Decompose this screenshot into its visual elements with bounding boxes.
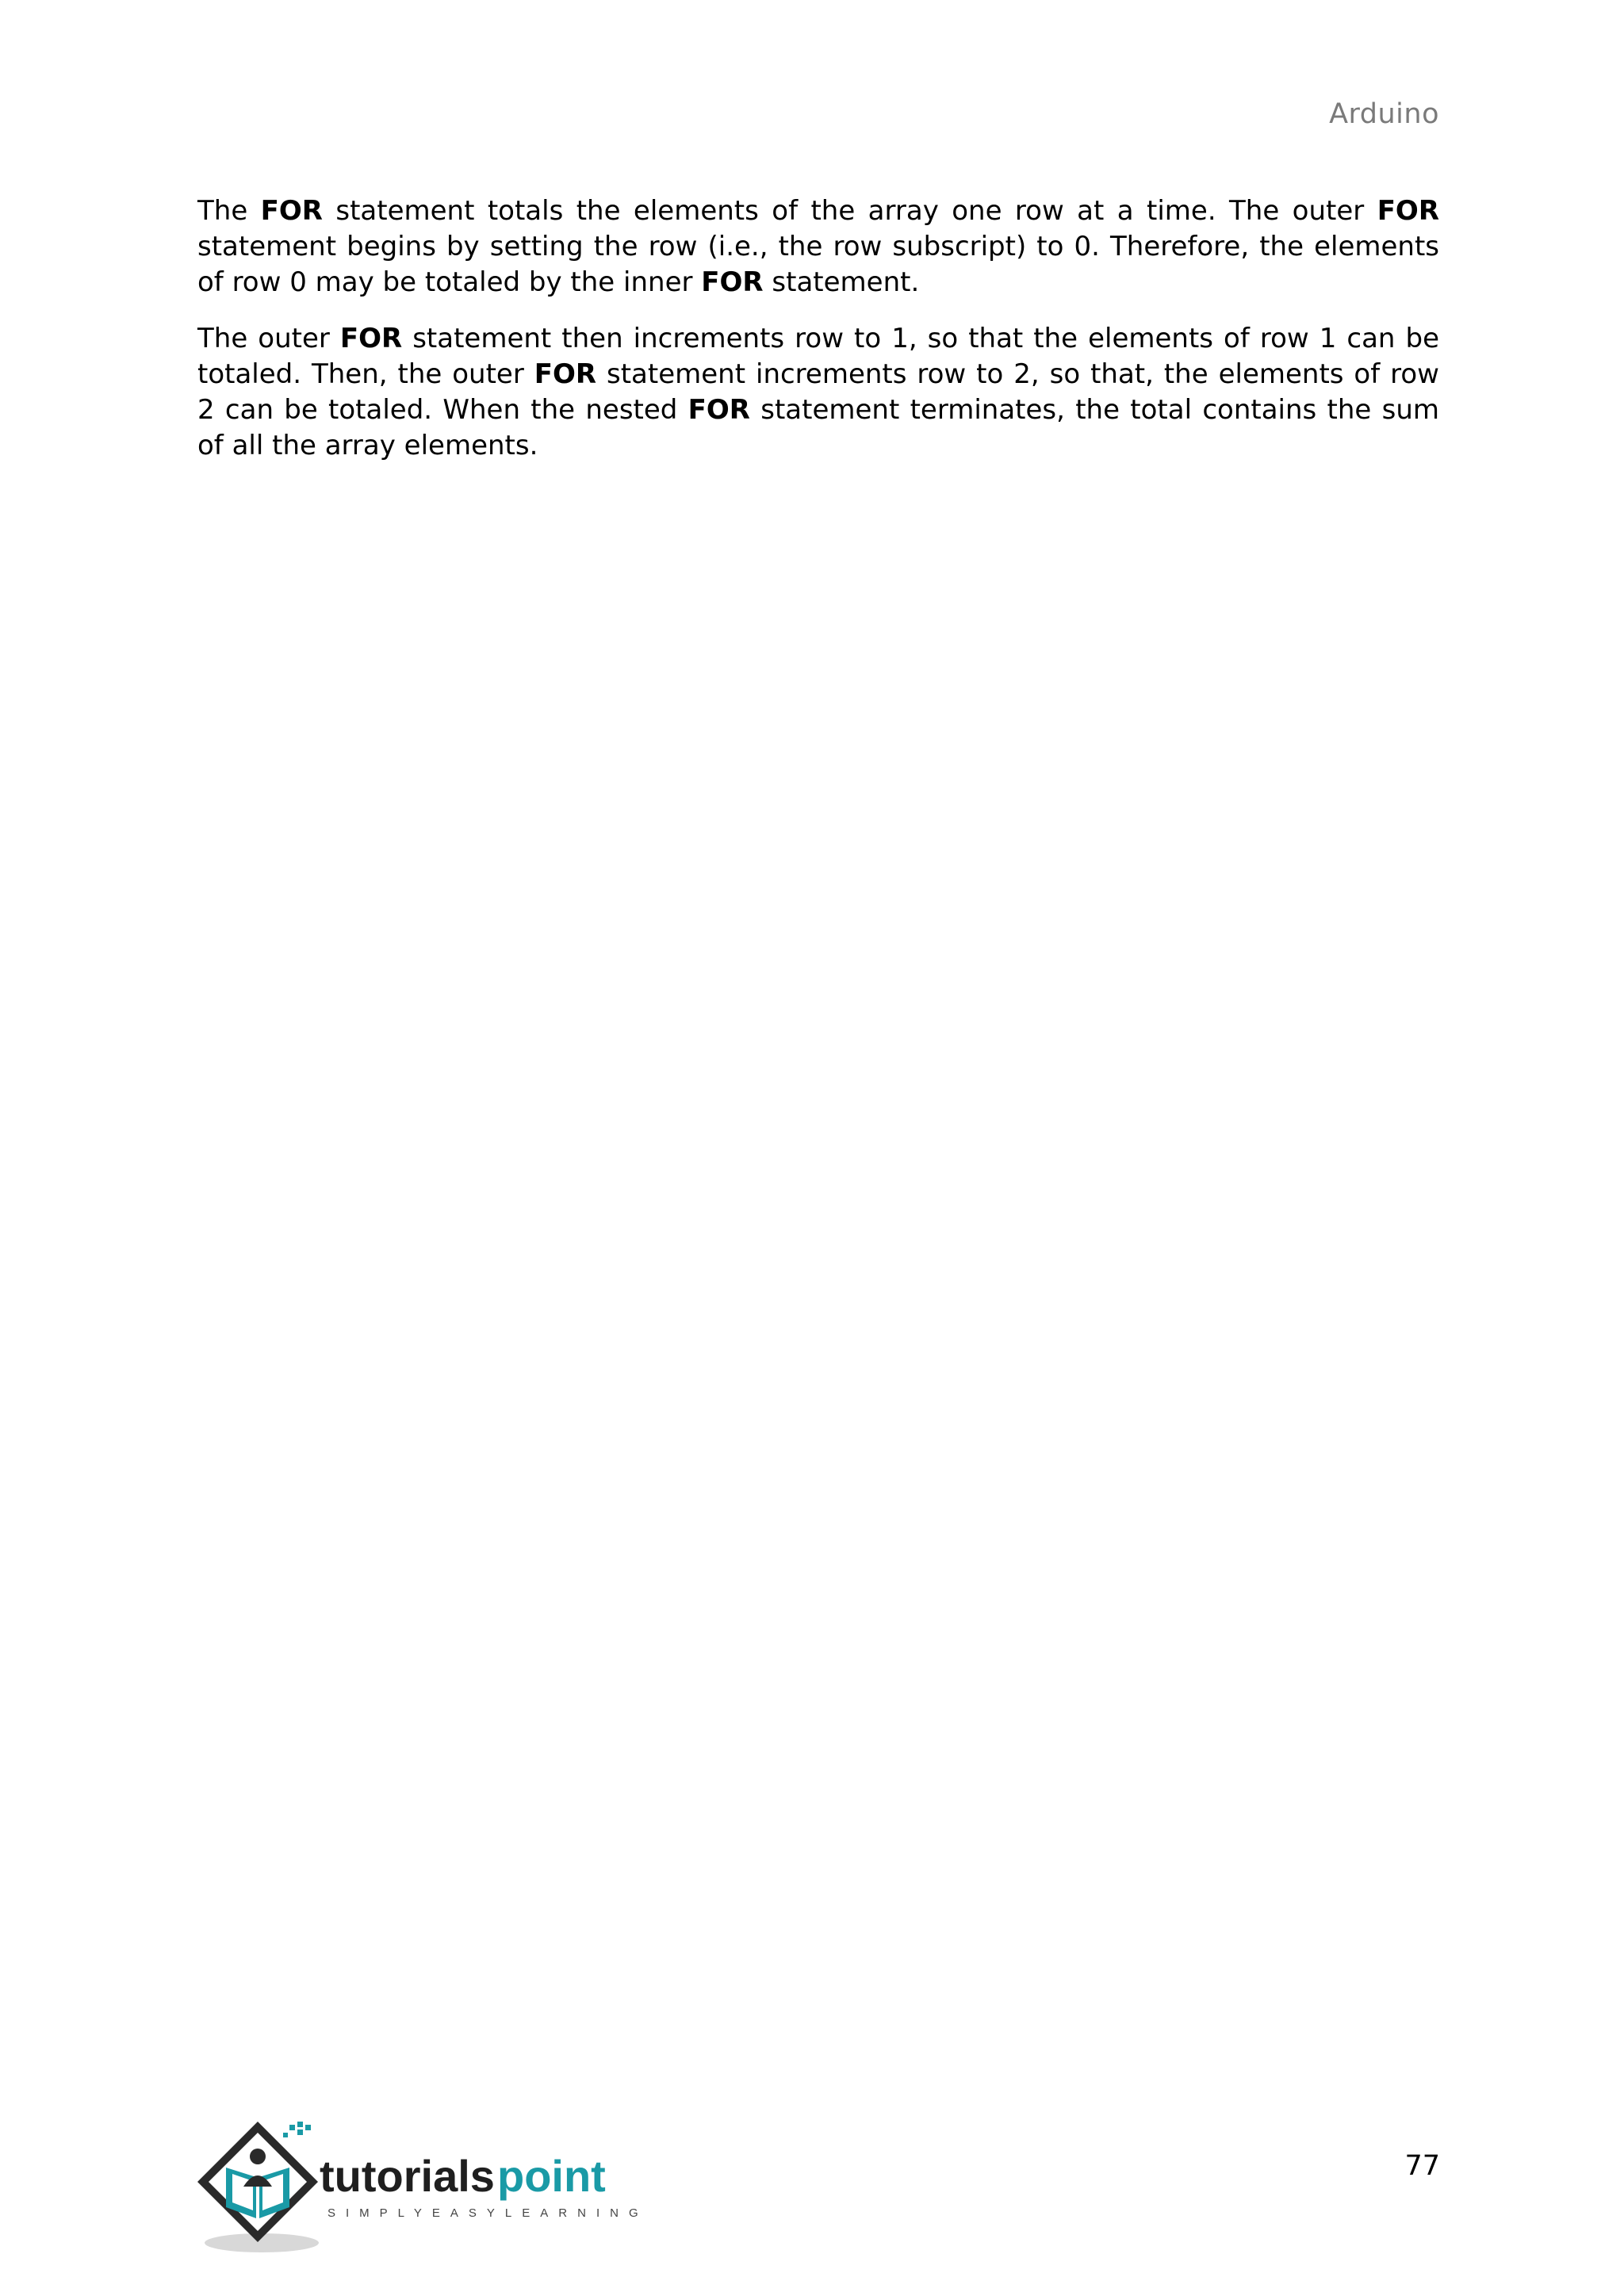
paragraph bbox=[197, 321, 1439, 464]
keyword-for: FOR bbox=[1377, 195, 1439, 227]
keyword-for: FOR bbox=[688, 394, 750, 426]
logo-pixel bbox=[297, 2130, 303, 2135]
keyword-for: FOR bbox=[701, 266, 764, 298]
text-run: statement begins by setting the row (i.e., the row subscript) to 0. Therefore, the elements of row 0 may be totaled by the inner bbox=[197, 231, 1439, 298]
logo-wordmark-part2: point bbox=[497, 2151, 606, 2201]
logo-pixel bbox=[297, 2122, 303, 2127]
text-run: statement then increments row to 1, so that the elements of row 1 can be totaled. Then, the outer bbox=[197, 323, 1439, 390]
keyword-for: FOR bbox=[534, 358, 597, 390]
logo-person-head bbox=[250, 2149, 266, 2164]
logo-pixel bbox=[283, 2133, 288, 2137]
page-number: 77 bbox=[1404, 2150, 1440, 2182]
keyword-for: FOR bbox=[260, 195, 323, 227]
logo-pixel bbox=[305, 2125, 311, 2130]
text-run: statement totals the elements of the array one row at a time. The outer bbox=[322, 195, 1377, 227]
text-run: The bbox=[197, 195, 261, 227]
book-diamond-icon bbox=[194, 2118, 638, 2261]
keyword-for: FOR bbox=[339, 323, 403, 354]
logo-pixel bbox=[289, 2125, 295, 2130]
text-run: The outer bbox=[197, 323, 340, 354]
logo-tagline: SIMPLYEASYLEARNING bbox=[327, 2206, 638, 2220]
paragraph bbox=[197, 193, 1439, 300]
body-text bbox=[197, 193, 1439, 484]
logo-wordmark-part1: tutorials bbox=[320, 2151, 495, 2201]
text-run: statement terminates, the total contains the sum of all the array elements. bbox=[197, 394, 1439, 461]
running-header: Arduino bbox=[1329, 98, 1439, 130]
tutorialspoint-logo bbox=[194, 2118, 638, 2261]
text-run: statement increments row to 2, so that, the elements of row 2 can be totaled. When the nested bbox=[197, 358, 1439, 426]
text-run: statement. bbox=[763, 266, 920, 298]
